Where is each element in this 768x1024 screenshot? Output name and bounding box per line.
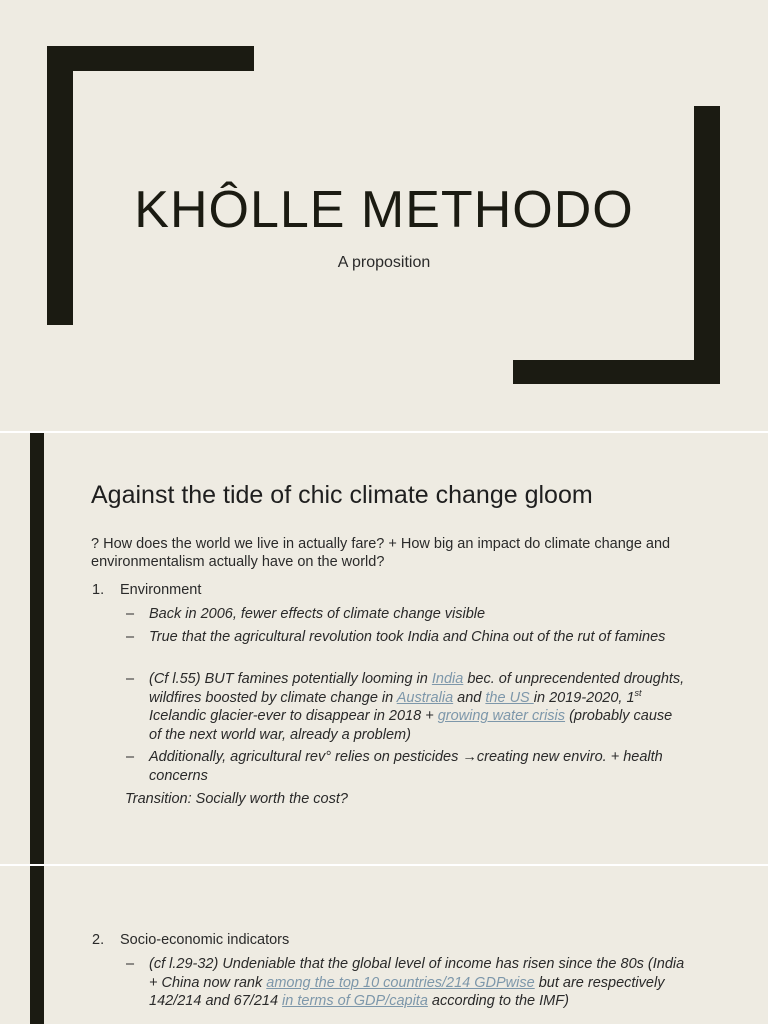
frame-bar-bottom-right-vertical <box>694 106 720 384</box>
link-top-10-countries[interactable]: among the top 10 countries/214 GDPwise <box>266 974 535 991</box>
bullet-dash: – <box>126 956 135 972</box>
bullet-global-income: – (cf l.29-32) Undeniable that the global level of income has risen since the 80s (India + China now rank among the top 10 countries/214 GDPwise but are respectively 142/214 and 67/214 in terms of GDP/capita according to the IMF) <box>126 956 685 1009</box>
section-label: Socio-economic indicators <box>120 932 290 948</box>
frame-bar-bottom-right-horizontal <box>513 360 720 384</box>
link-water-crisis[interactable]: growing water crisis <box>437 708 566 724</box>
section-label: Environment <box>120 582 202 598</box>
link-gdp-per-capita[interactable]: in terms of GDP/capita <box>282 993 428 1009</box>
slide-title: KHÔLLE METHODO <box>134 181 634 239</box>
link-the-us[interactable]: the US <box>485 689 534 706</box>
transition-text: Transition: Socially worth the cost? <box>125 791 348 807</box>
slide-accent-bar <box>30 866 44 1024</box>
section-number: 1. <box>92 582 105 598</box>
frame-bar-top-left-horizontal <box>47 46 254 71</box>
title-slide <box>0 0 768 431</box>
bullet-dash: – <box>126 749 135 765</box>
bullet-dash: – <box>126 671 135 687</box>
link-australia[interactable]: Australia <box>396 689 454 706</box>
section-number: 2. <box>92 932 105 948</box>
link-india[interactable]: India <box>431 671 464 687</box>
bullet-fewer-effects: – Back in 2006, fewer effects of climate change visible <box>126 606 486 622</box>
slide-heading: Against the tide of chic climate change gloom <box>91 481 593 509</box>
bullet-dash: – <box>126 606 135 622</box>
slide-subtitle: A proposition <box>337 254 431 271</box>
intro-question: ? How does the world we live in actually fare? + How big an impact do climate change and environmentalism actually have on the world? <box>91 536 671 570</box>
bullet-dash: – <box>126 629 135 645</box>
content-slide-environment <box>0 433 768 864</box>
bullet-famines-looming: – (Cf l.55) BUT famines potentially looming in India bec. of unprecendented droughts, wildfires boosted by climate change in Australia and the US in 2019-2020, 1st Icelandic glacier-ever to disappear in 2018 + growing water crisis (probably cause of the next world war, already a problem) <box>126 671 685 743</box>
bullet-agricultural-revolution: – True that the agricultural revolution took India and China out of the rut of famines <box>126 629 666 645</box>
content-slide-socio-economic <box>0 866 768 1024</box>
slide-accent-bar <box>30 433 44 864</box>
arrow-right-icon: → <box>462 749 477 765</box>
bullet-pesticides: – Additionally, agricultural rev° relies on pesticides →creating new enviro. + health concerns <box>126 749 663 784</box>
